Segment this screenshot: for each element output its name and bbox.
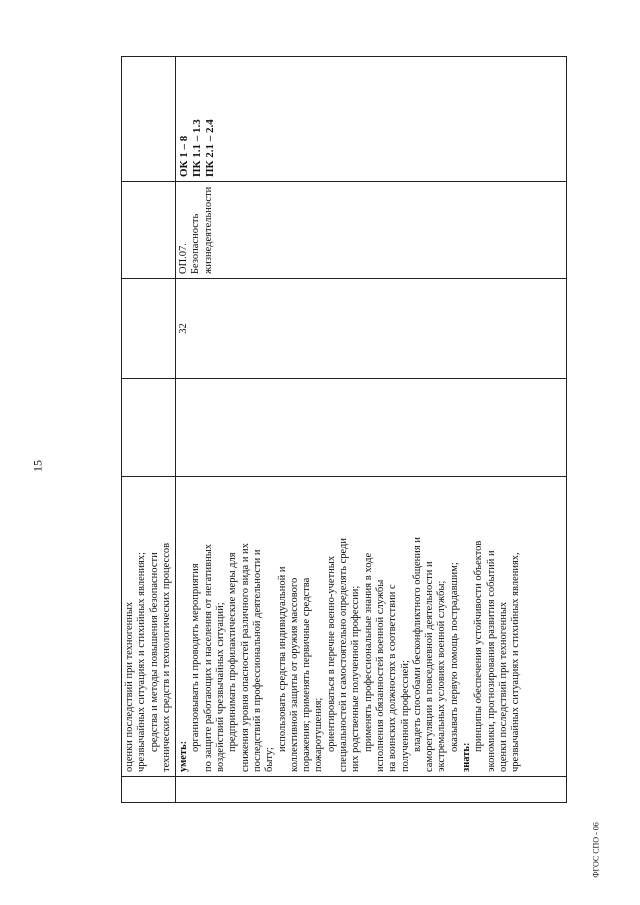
text-line: ориентироваться в перечне военно-учетных bbox=[325, 555, 337, 752]
text-line: быту; bbox=[264, 747, 276, 772]
text-line: оценки последствий при техногенных bbox=[124, 601, 135, 772]
text-line: применять профессиональные знания в ходе bbox=[362, 552, 374, 752]
table-row bbox=[176, 57, 567, 803]
discipline-line: жизнедеятельности bbox=[202, 186, 214, 274]
empty-cell bbox=[122, 182, 176, 279]
empty-cell bbox=[122, 57, 176, 182]
text-line: саморегуляции в повседневной деятельности и bbox=[424, 561, 436, 772]
text-line: воздействий чрезвычайных ситуаций; bbox=[215, 602, 227, 772]
top-text-block bbox=[124, 481, 173, 772]
text-line: технических средств и технологических процессов bbox=[160, 542, 172, 772]
competency-cell bbox=[176, 57, 567, 182]
text-line: знать: bbox=[461, 742, 473, 772]
text-line: принципы обеспечения устойчивости объектов bbox=[473, 540, 485, 752]
text-line: использовать средства индивидуальной и bbox=[276, 566, 288, 752]
page-number: 15 bbox=[30, 460, 45, 472]
empty-cell bbox=[122, 279, 176, 379]
hours-value: 32 bbox=[178, 323, 190, 334]
text-line: полученной профессией; bbox=[399, 660, 411, 772]
footer-code: ФГОС СПО - 06 bbox=[591, 822, 601, 878]
text-line: пожаротушения; bbox=[313, 697, 325, 772]
competency-line: ПК 1.1 – 1.3 bbox=[191, 119, 204, 177]
curriculum-table bbox=[121, 56, 567, 803]
text-line: поражения; применять первичные средства bbox=[301, 577, 313, 772]
index-cell-top bbox=[122, 777, 176, 803]
competency-line: ПК 2.1 – 2.4 bbox=[204, 119, 217, 177]
text-line: владеть способами бесконфликтного общения и bbox=[411, 537, 423, 752]
competency-line: ОК 1 – 8 bbox=[178, 135, 191, 177]
text-line: них родственные полученной профессии; bbox=[350, 585, 362, 772]
text-line: снижения уровня опасностей различного вида и их bbox=[239, 543, 251, 772]
discipline-text-block bbox=[178, 186, 215, 274]
text-line: специальностей и самостоятельно определять среди bbox=[338, 538, 350, 772]
discipline-line: Безопасность bbox=[190, 213, 202, 274]
text-line: исполнения обязанностей военной службы bbox=[374, 579, 386, 772]
text-line: оценки последствий при техногенных bbox=[497, 601, 509, 772]
discipline-cell bbox=[176, 182, 567, 279]
text-line: на воинских должностях в соответствии с bbox=[387, 584, 399, 772]
text-line: предпринимать профилактические меры для bbox=[227, 552, 239, 752]
discipline-line: ОП.07. bbox=[178, 243, 190, 274]
text-line: организовывать и проводить мероприятия bbox=[190, 563, 202, 752]
table-row bbox=[122, 57, 176, 803]
text-line: чрезвычайных ситуациях и стихийных явлениях, bbox=[510, 552, 522, 772]
text-line: оказывать первую помощь пострадавшим; bbox=[448, 562, 460, 752]
competency-text-block bbox=[178, 61, 217, 177]
rotated-table-wrapper bbox=[121, 57, 567, 803]
empty-cell bbox=[176, 379, 567, 477]
text-line: средства и методы повышения безопасности bbox=[148, 552, 160, 752]
hours-cell bbox=[176, 279, 567, 379]
text-line: уметь: bbox=[178, 740, 190, 772]
skills-knowledge-cell bbox=[176, 477, 567, 777]
empty-cell bbox=[122, 379, 176, 477]
index-cell bbox=[176, 777, 567, 803]
text-line: экономики, прогнозирования развития событий и bbox=[485, 550, 497, 772]
text-line: по защите работающих и населения от негативных bbox=[202, 543, 214, 772]
text-line: экстремальных условиях военной службы; bbox=[436, 580, 448, 772]
skills-text-block bbox=[178, 481, 522, 772]
text-line: коллективной защиты от оружия массового bbox=[288, 577, 300, 772]
text-line: последствий в профессиональной деятельности и bbox=[251, 549, 263, 772]
text-line: чрезвычайных ситуациях и стихийных явлениях; bbox=[136, 552, 148, 772]
knowledge-cell-top bbox=[122, 477, 176, 777]
